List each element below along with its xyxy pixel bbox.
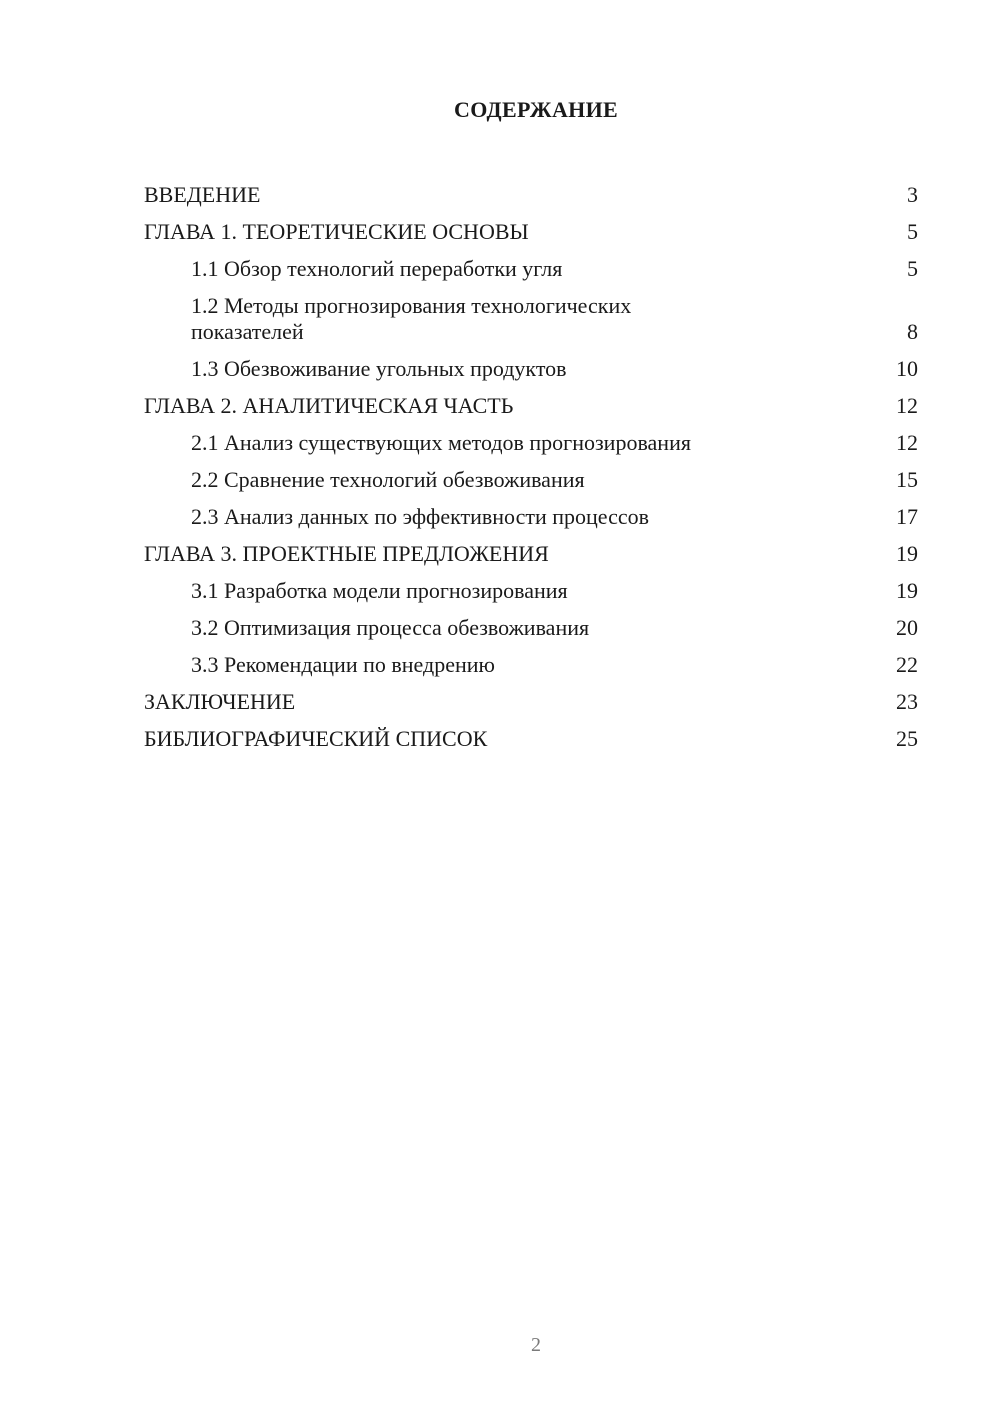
toc-entry-label: 1.3 Обезвоживание угольных продуктов xyxy=(191,356,567,381)
toc-entry-section-1-2[interactable] xyxy=(144,282,918,345)
toc-entry-section-1-1[interactable] xyxy=(144,245,918,282)
toc-entry-label: 3.1 Разработка модели прогнозирования xyxy=(191,578,568,603)
toc-entry-chapter-1[interactable] xyxy=(144,208,918,245)
toc-entry-page: 8 xyxy=(907,319,918,344)
toc-entry-page: 5 xyxy=(907,256,918,281)
toc-entry-bibliography[interactable] xyxy=(144,715,918,752)
toc-entry-label: 2.3 Анализ данных по эффективности процессов xyxy=(191,504,650,529)
toc-entry-section-2-1[interactable] xyxy=(144,419,918,456)
toc-entry-chapter-3[interactable] xyxy=(144,530,918,567)
toc-entry-label: ГЛАВА 2. АНАЛИТИЧЕСКАЯ ЧАСТЬ xyxy=(144,393,514,418)
toc-entry-page: 20 xyxy=(896,615,918,640)
toc-entry-section-3-3[interactable] xyxy=(144,641,918,678)
toc-entry-introduction[interactable] xyxy=(144,171,918,208)
toc-entry-conclusion[interactable] xyxy=(144,678,918,715)
toc-entry-page: 23 xyxy=(896,689,918,714)
toc-entry-section-2-2[interactable] xyxy=(144,456,918,493)
toc-entry-page: 22 xyxy=(896,652,918,677)
toc-entry-page: 19 xyxy=(896,541,918,566)
toc-entry-page: 10 xyxy=(896,356,918,381)
page-number: 2 xyxy=(531,1334,541,1356)
toc-entry-label: 1.2 Методы прогнозирования технологических показателей xyxy=(191,293,632,344)
toc-entry-label: ЗАКЛЮЧЕНИЕ xyxy=(144,689,296,714)
toc-entry-label: 3.2 Оптимизация процесса обезвоживания xyxy=(191,615,590,640)
toc-entry-label: ГЛАВА 1. ТЕОРЕТИЧЕСКИЕ ОСНОВЫ xyxy=(144,219,529,244)
toc-entry-page: 25 xyxy=(896,726,918,751)
toc-entry-label: 2.1 Анализ существующих методов прогнозирования xyxy=(191,430,691,455)
toc-entry-page: 19 xyxy=(896,578,918,603)
toc-entry-label: БИБЛИОГРАФИЧЕСКИЙ СПИСОК xyxy=(144,726,488,751)
toc-entry-page: 3 xyxy=(907,182,918,207)
toc-entry-label: 3.3 Рекомендации по внедрению xyxy=(191,652,495,677)
page-title: СОДЕРЖАНИЕ xyxy=(454,97,618,122)
toc-entry-label: 2.2 Сравнение технологий обезвоживания xyxy=(191,467,585,492)
toc-entry-page: 12 xyxy=(896,430,918,455)
toc-entry-page: 17 xyxy=(896,504,918,529)
toc-entry-label: ГЛАВА 3. ПРОЕКТНЫЕ ПРЕДЛОЖЕНИЯ xyxy=(144,541,549,566)
toc-entry-page: 5 xyxy=(907,219,918,244)
table-of-contents xyxy=(144,171,918,752)
toc-entry-page: 12 xyxy=(896,393,918,418)
toc-entry-section-2-3[interactable] xyxy=(144,493,918,530)
toc-entry-section-1-3[interactable] xyxy=(144,345,918,382)
toc-entry-page: 15 xyxy=(896,467,918,492)
toc-entry-chapter-2[interactable] xyxy=(144,382,918,419)
toc-entry-section-3-1[interactable] xyxy=(144,567,918,604)
toc-entry-label: 1.1 Обзор технологий переработки угля xyxy=(191,256,563,281)
toc-entry-label: ВВЕДЕНИЕ xyxy=(144,182,261,207)
toc-entry-section-3-2[interactable] xyxy=(144,604,918,641)
